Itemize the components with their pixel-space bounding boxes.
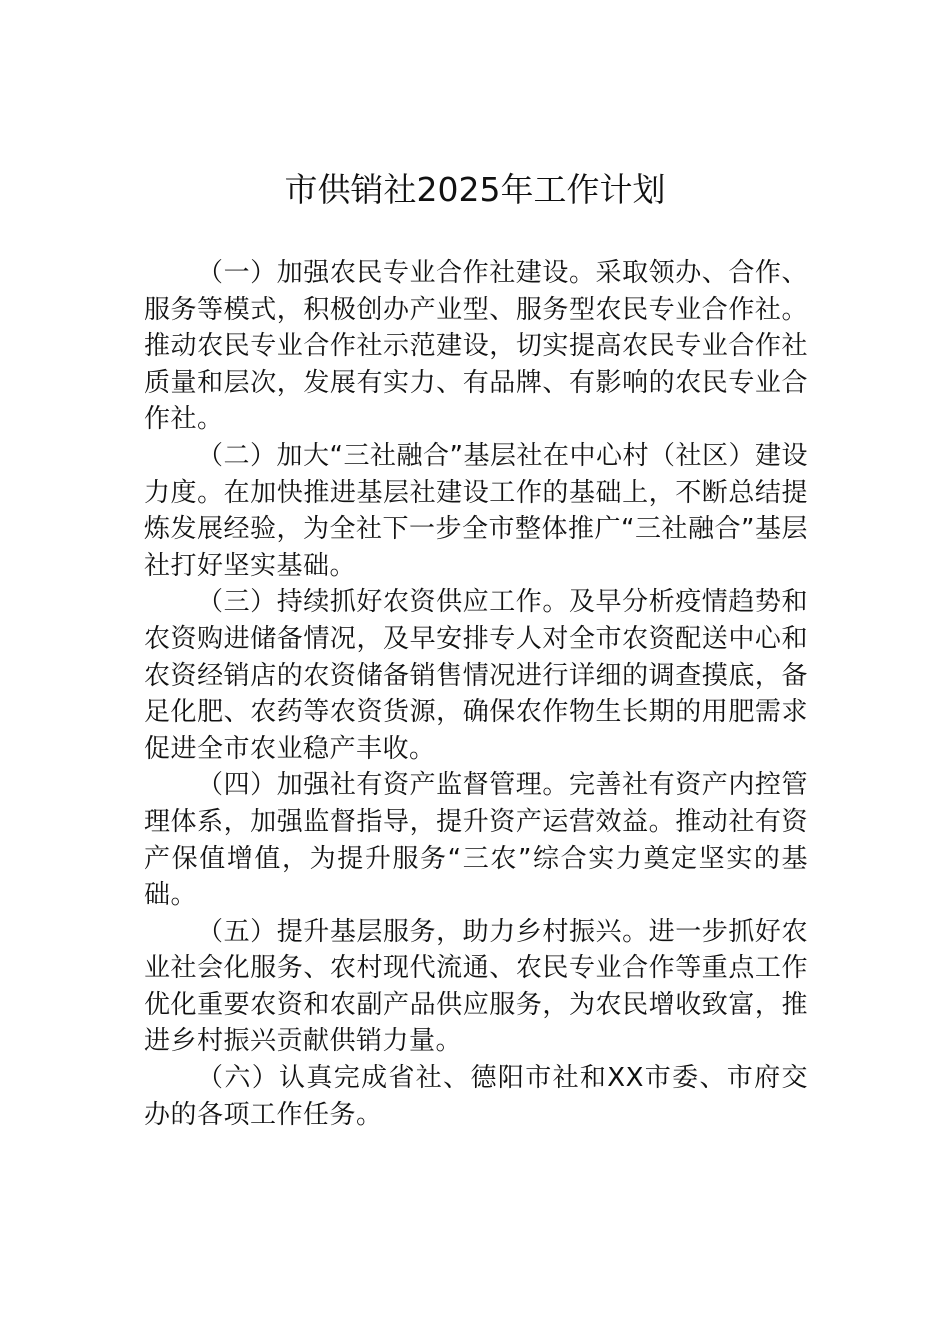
paragraph-1: （一）加强农民专业合作社建设。采取领办、合作、服务等模式，积极创办产业型、服务型农民专业合作社。推动农民专业合作社示范建设，切实提高农民专业合作社质量和层次，发展有实力、有品牌、有影响的农民专业合作社。: [144, 258, 808, 435]
paragraph-5: （五）提升基层服务，助力乡村振兴。进一步抓好农业社会化服务、农村现代流通、农民专业合作等重点工作优化重要农资和农副产品供应服务，为农民增收致富，推进乡村振兴贡献供销力量。: [144, 916, 808, 1057]
document-body: [144, 255, 808, 1133]
paragraph-6: （六）认真完成省社、德阳市社和XX市委、市府交办的各项工作任务。: [144, 1063, 808, 1130]
paragraph-3: （三）持续抓好农资供应工作。及早分析疫情趋势和农资购进储备情况，及早安排专人对全市农资配送中心和农资经销店的农资储备销售情况进行详细的调查摸底，备足化肥、农药等农资货源，确保农作物生长期的用肥需求促进全市农业稳产丰收。: [144, 587, 808, 764]
paragraph-2: （二）加大“三社融合”基层社在中心村（社区）建设力度。在加快推进基层社建设工作的基础上，不断总结提炼发展经验，为全社下一步全市整体推广“三社融合”基层社打好坚实基础。: [144, 440, 808, 581]
paragraph-4: （四）加强社有资产监督管理。完善社有资产内控管理体系，加强监督指导，提升资产运营效益。推动社有资产保值增值，为提升服务“三农”综合实力奠定坚实的基础。: [144, 770, 808, 911]
document-title: 市供销社2025年工作计划: [284, 170, 666, 209]
